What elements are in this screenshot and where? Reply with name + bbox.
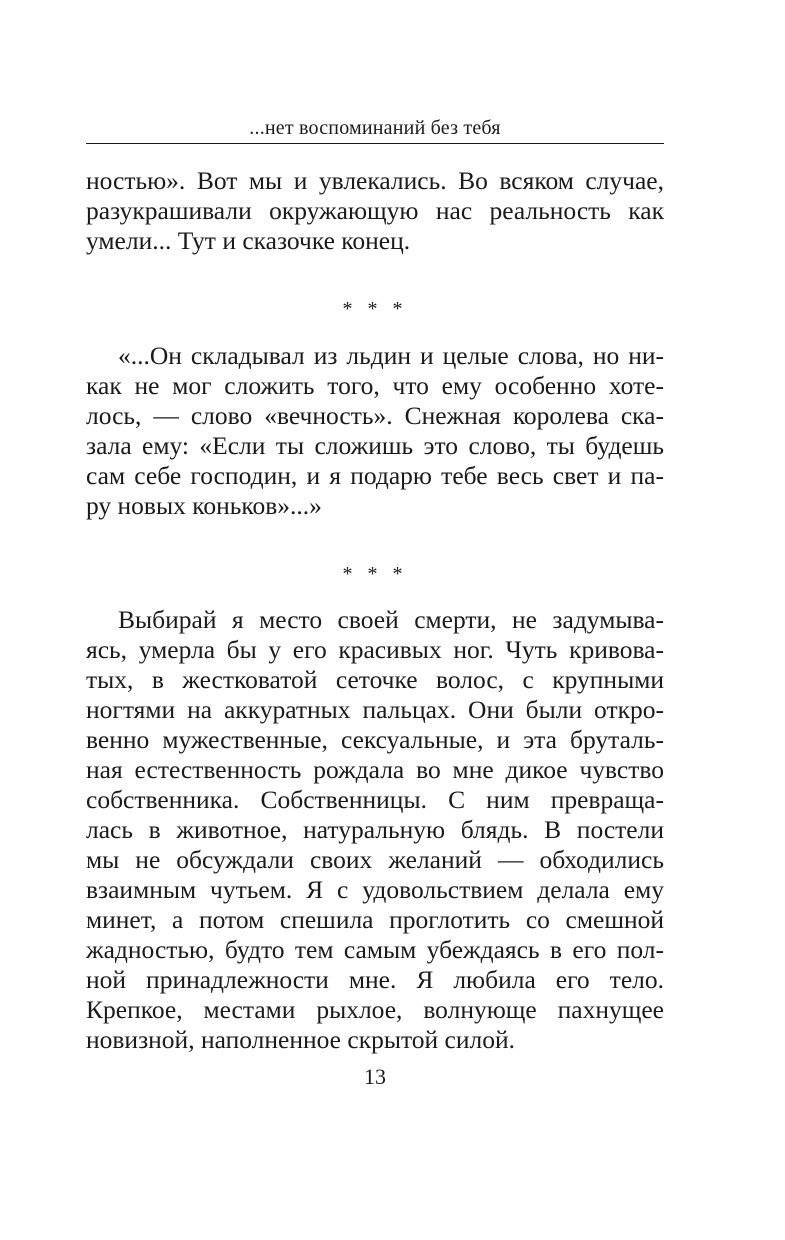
paragraph3-line: тых, в жестковатой сеточке волос, с крупными [86,665,664,694]
paragraph1-line: умели... Тут и сказочке конец. [86,226,411,255]
header-rule [86,143,664,144]
paragraph2-line: сам себе господин, и я подарю тебе весь свет и па- [86,461,664,490]
paragraph3-line: ногтями на аккуратных пальцах. Они были откро- [86,695,664,724]
paragraph3-line: взаимным чутьем. Я с удовольствием делала ему [86,875,664,904]
page-number: 13 [364,1064,386,1089]
paragraph3-line: Крепкое, местами рыхлое, волнующе пахнущее [86,995,664,1024]
paragraph1-line: разукрашивали окружающую нас реальность как [86,196,664,225]
section-separator: * * * [342,298,408,320]
paragraph1-line: ностью». Вот мы и увлекались. Во всяком случае, [86,166,664,195]
section-separator: * * * [342,563,408,585]
paragraph3-line: новизной, наполненное скрытой силой. [86,1025,516,1054]
paragraph2-line: «...Он складывал из льдин и целые слова, но ни- [118,341,664,370]
paragraph3-line: собственника. Собственницы. С ним превраща- [86,785,664,814]
paragraph3-line: ная естественность рождала во мне дикое чувство [86,755,664,784]
paragraph3-line: ной принадлежности мне. Я любила его тело. [86,965,664,994]
paragraph3-line: венно мужественные, сексуальные, и эта бруталь- [86,725,664,754]
paragraph3-line: ясь, умерла бы у его красивых ног. Чуть кривова- [86,635,664,664]
running-head: ...нет воспоминаний без тебя [249,117,501,139]
paragraph2-line: лось, — слово «вечность». Снежная королева ска- [86,401,664,430]
paragraph2-line: ру новых коньков»...» [86,491,322,520]
paragraph3-line: мы не обсуждали своих желаний — обходились [86,845,664,874]
paragraph3-line: лась в животное, натуральную блядь. В постели [86,815,664,844]
paragraph3-line: минет, а потом спешила проглотить со смешной [86,905,664,934]
paragraph3-line: Выбирай я место своей смерти, не задумыва- [118,605,664,634]
paragraph3-line: жадностью, будто тем самым убеждаясь в его пол- [86,935,664,964]
paragraph2-line: зала ему: «Если ты сложишь это слово, ты будешь [86,431,664,460]
paragraph2-line: как не мог сложить того, что ему особенно хоте- [86,371,664,400]
